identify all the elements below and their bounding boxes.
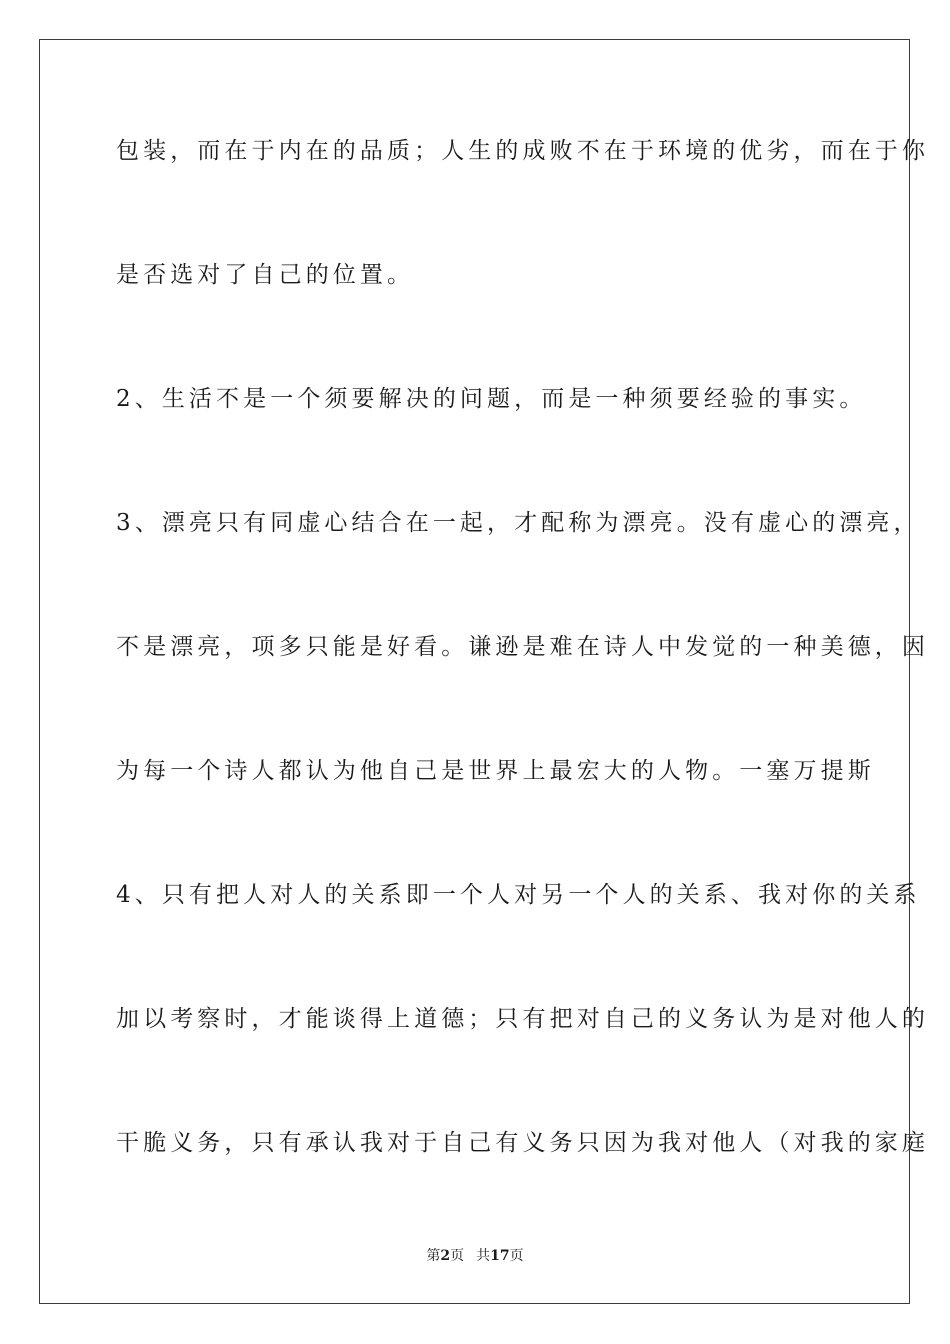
text-line-3: 2、生活不是一个须要解决的问题，而是一种须要经验的事实。 [116,386,867,412]
footer-page-prefix: 第 [426,1248,441,1264]
text-line-1: 包装，而在于内在的品质；人生的成败不在于环境的优劣，而在于你 [116,138,929,164]
text-line-9: 干脆义务，只有承认我对于自己有义务只因为我对他人（对我的家庭 [116,1130,929,1156]
footer-page-suffix: 页 [450,1248,465,1264]
text-line-2: 是否选对了自己的位置。 [116,262,415,288]
footer-total-number: 17 [490,1248,510,1264]
footer-total-suffix: 页 [509,1248,524,1264]
text-line-6: 为每一个诗人都认为他自己是世界上最宏大的人物。一塞万提斯 [116,758,875,784]
page-footer [0,1247,950,1265]
text-line-7: 4、只有把人对人的关系即一个人对另一个人的关系、我对你的关系 [116,882,921,908]
text-line-4: 3、漂亮只有同虚心结合在一起，才配称为漂亮。没有虚心的漂亮， [116,510,921,536]
text-line-5: 不是漂亮，项多只能是好看。谦逊是难在诗人中发觉的一种美德，因 [116,634,929,660]
footer-total-prefix: 共 [476,1248,491,1264]
page-frame [39,39,929,1304]
footer-page-number: 2 [440,1248,451,1264]
text-line-8: 加以考察时，才能谈得上道德；只有把对自己的义务认为是对他人的 [116,1006,929,1032]
